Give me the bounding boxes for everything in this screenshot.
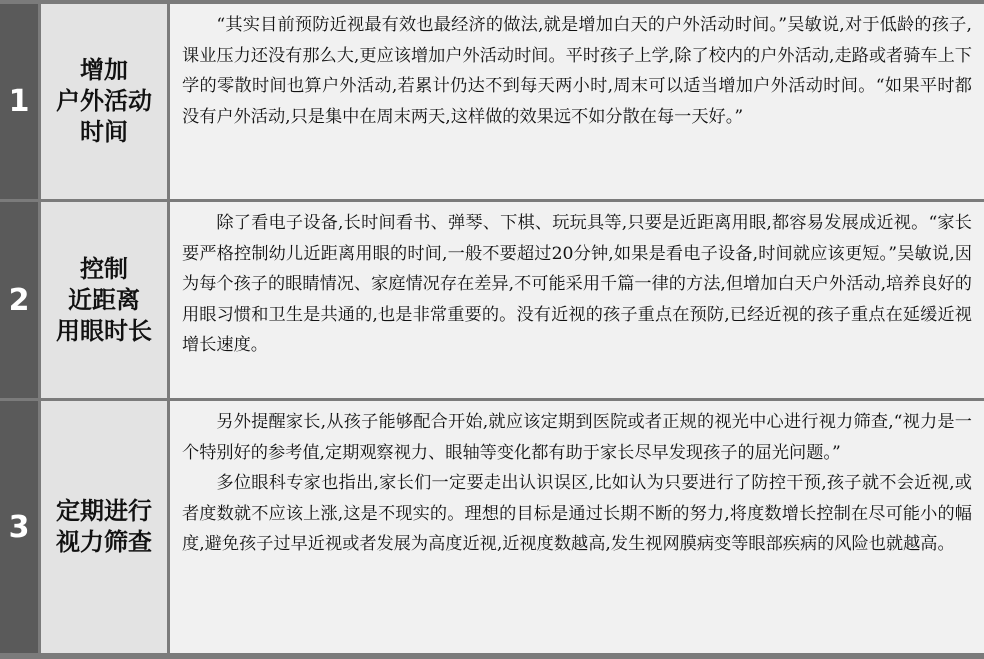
section-row-3 [0, 401, 984, 653]
section-body [170, 202, 984, 398]
section-row-1 [0, 4, 984, 199]
section-body [170, 401, 984, 653]
section-number: 1 [0, 4, 41, 199]
section-paragraph: “其实目前预防近视最有效也最经济的做法,就是增加白天的户外活动时间。”吴敏说,对于低龄的孩子,课业压力还没有那么大,更应该增加户外活动时间。平时孩子上学,除了校内的户外活动,走路或者骑车上下学的零散时间也算户外活动,若累计仍达不到每天两小时,周末可以适当增加户外活动时间。“如果平时都没有户外活动,只是集中在周末两天,这样做的效果远不如分散在每一天好。” [182, 15, 972, 127]
section-title-line: 户外活动 [56, 87, 152, 115]
section-number: 3 [0, 401, 41, 653]
section-title [41, 4, 170, 199]
section-paragraph: 除了看电子设备,长时间看书、弹琴、下棋、玩玩具等,只要是近距离用眼,都容易发展成近视。“家长要严格控制幼儿近距离用眼的时间,一般不要超过20分钟,如果是看电子设备,时间就应该更短。”吴敏说,因为每个孩子的眼睛情况、家庭情况存在差异,不可能采用千篇一律的方法,但增加白天户外活动,培养良好的用眼习惯和卫生是共通的,也是非常重要的。没有近视的孩子重点在预防,已经近视的孩子重点在延缓近视增长速度。 [182, 213, 972, 355]
section-title-line: 用眼时长 [56, 316, 152, 345]
section-title [41, 202, 170, 398]
section-title-line: 增加 [80, 56, 128, 84]
section-paragraph: 多位眼科专家也指出,家长们一定要走出认识误区,比如认为只要进行了防控干预,孩子就不会近视,或者度数就不应该上涨,这是不现实的。理想的目标是通过长期不断的努力,将度数增长控制在尽可能小的幅度,避免孩子过早近视或者发展为高度近视,近视度数越高,发生视网膜病变等眼部疾病的风险也就越高。 [182, 473, 972, 554]
section-title-line: 时间 [80, 118, 128, 146]
section-title-line: 视力筛查 [56, 528, 152, 556]
section-title-line: 近距离 [68, 285, 140, 314]
section-title-line: 控制 [80, 254, 128, 283]
section-paragraph: 另外提醒家长,从孩子能够配合开始,就应该定期到医院或者正规的视光中心进行视力筛查,“视力是一个特别好的参考值,定期观察视力、眼轴等变化都有助于家长尽早发现孩子的屈光问题。” [182, 412, 972, 463]
section-body [170, 4, 984, 199]
section-title [41, 401, 170, 653]
section-title-line: 定期进行 [56, 497, 152, 525]
section-number: 2 [0, 202, 41, 398]
section-row-2 [0, 202, 984, 398]
